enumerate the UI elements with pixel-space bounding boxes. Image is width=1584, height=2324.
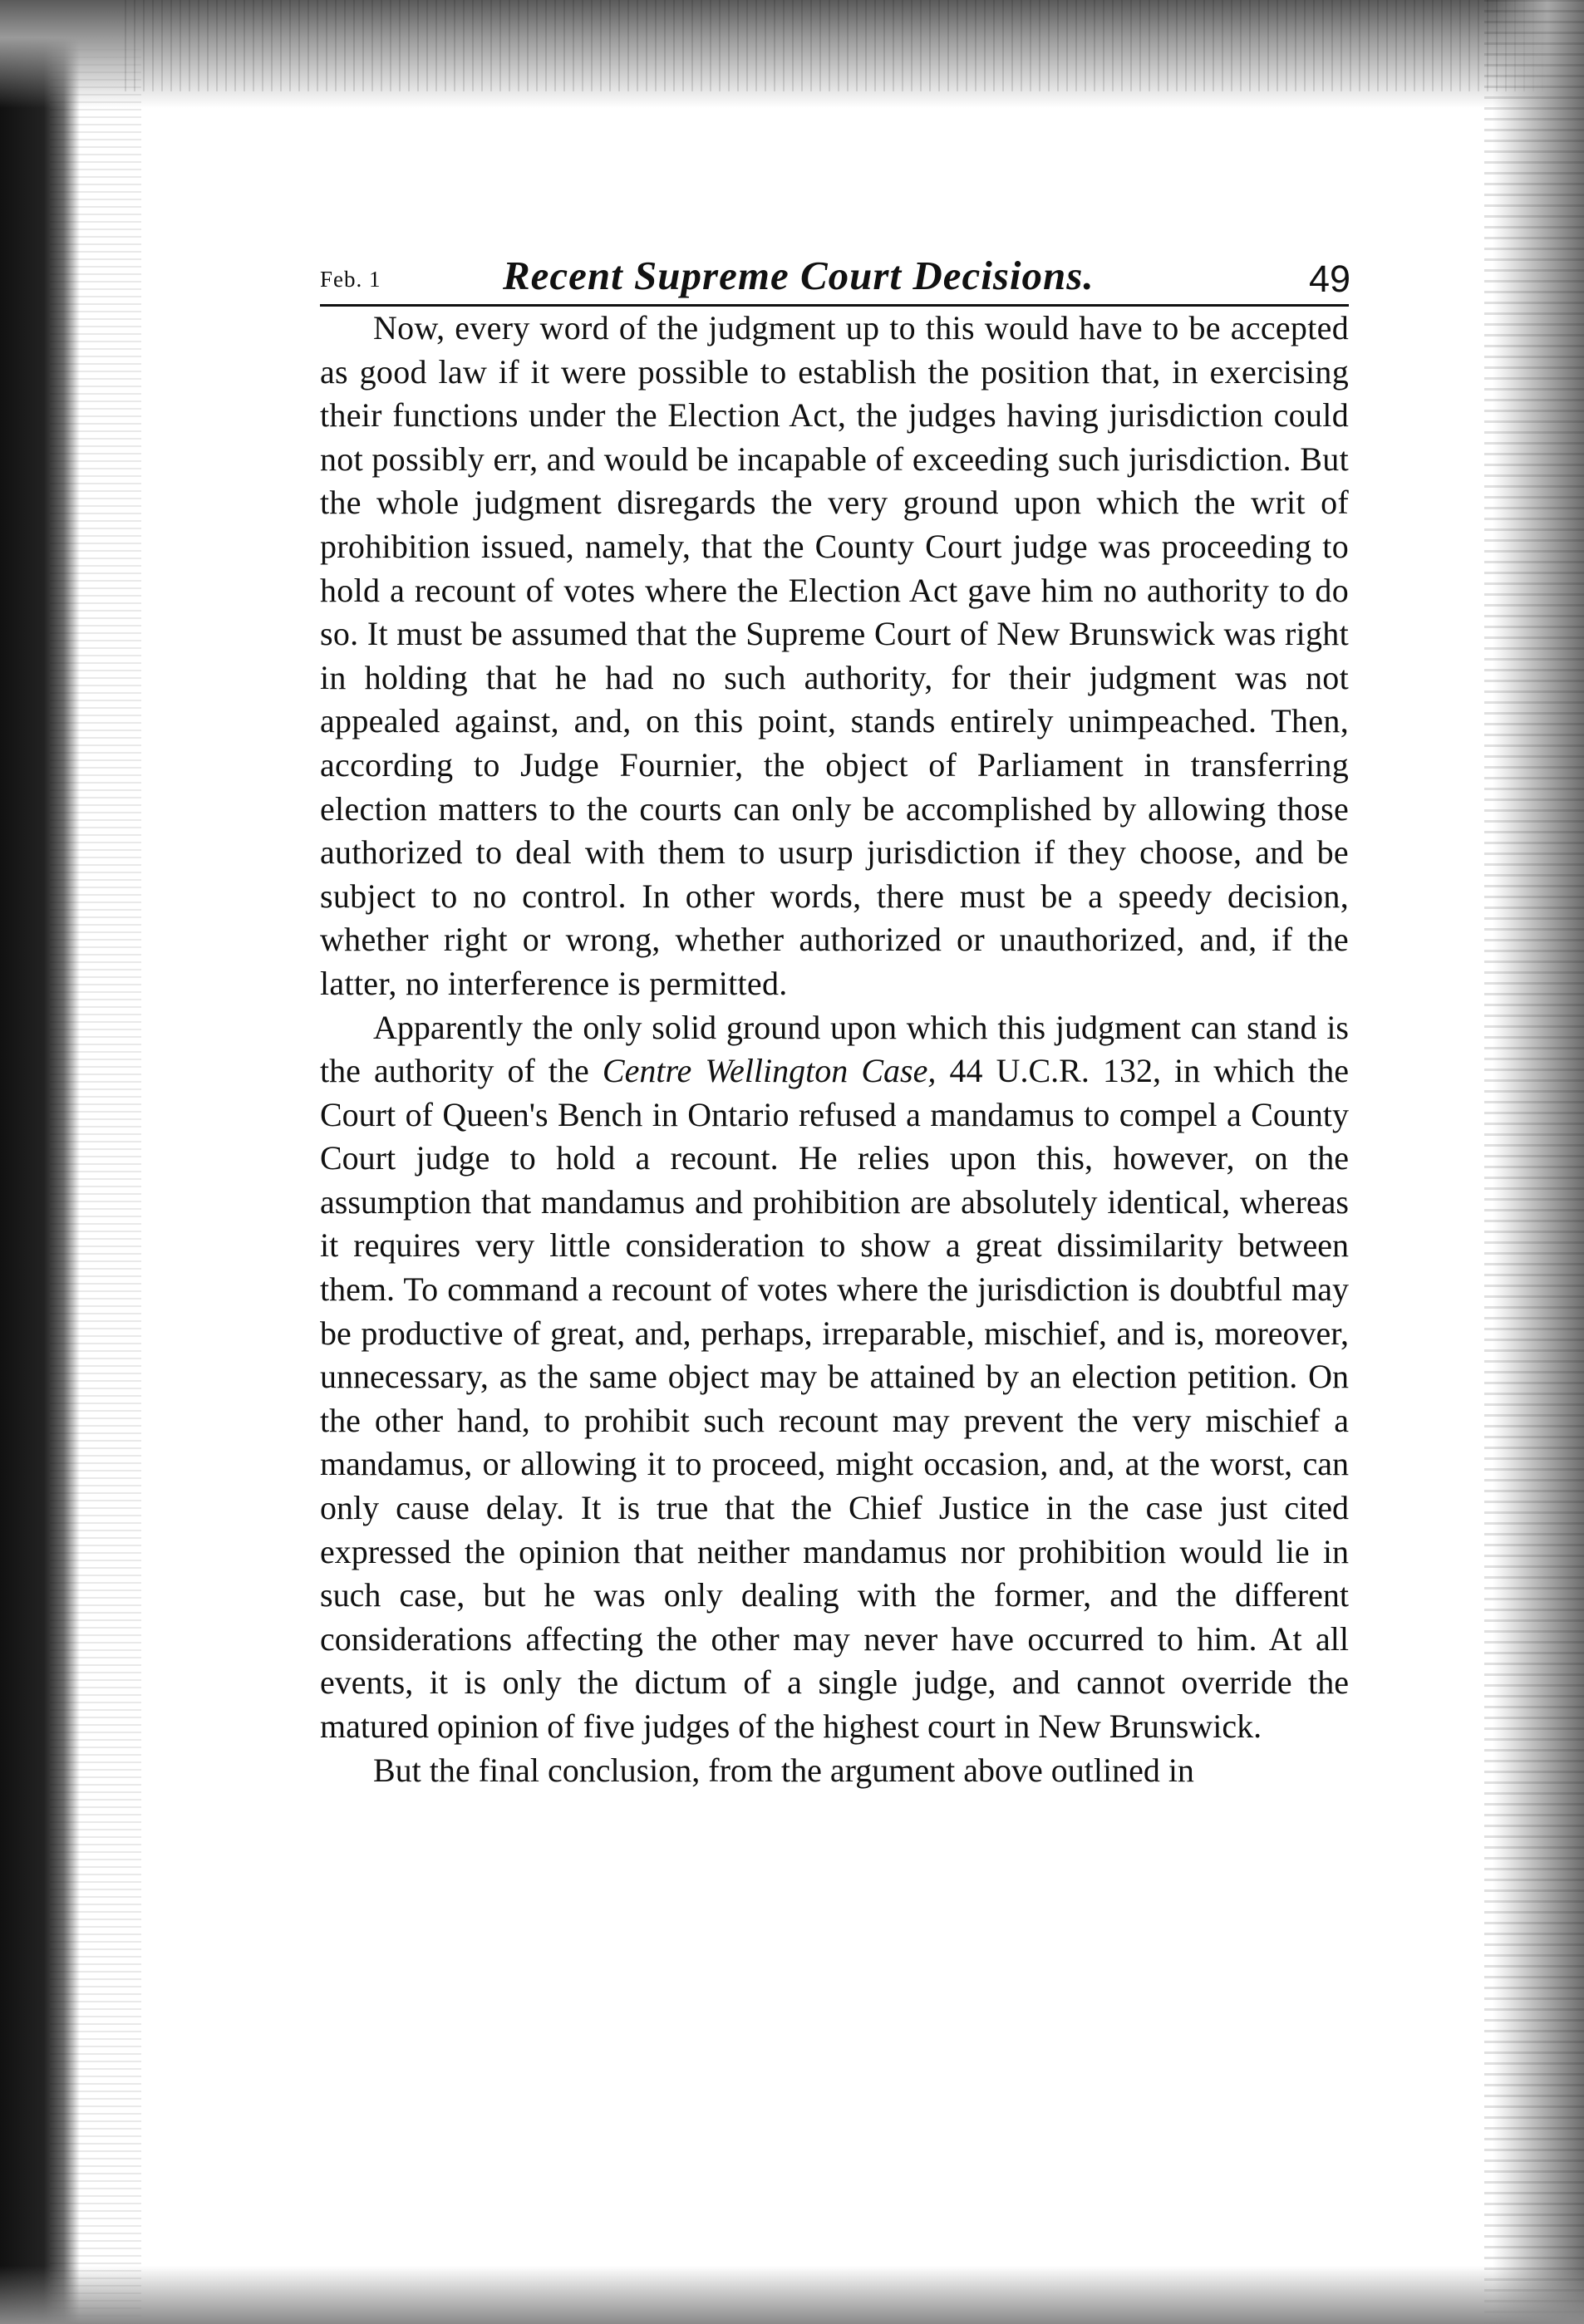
paragraph-text: 44 U.C.R. 132, in which the Court of Queen's Bench in Ontario refused a mandamus to compel a County Court judge to hold a recount. He relies upon this, however, on the assumption that mandamus and prohibition are absolutely identical, whereas it requires very little consideration to show a great dissimilarity between them. To command a recount of votes where the jurisdiction is doubtful may be productive of great, and, perhaps, irreparable, mischief, and is, moreover, unnecessary, as the same object may be attained by an election petition. On the other hand, to prohibit such recount may prevent the very mischief a mandamus, or allowing it to proceed, might occasion, and, at the worst, can only cause delay. It is true that the Chief Justice in the case just cited expressed the opinion that neither mandamus nor prohibition would lie in such case, but he was only dealing with the former, and the different considerations affecting the other may never have occurred to him. At all events, it is only the dictum of a single judge, and cannot override the matured opinion of five judges of the highest court in New Brunswick. (320, 1052, 1350, 1745)
body-text (320, 307, 1349, 1792)
paragraph: Now, every word of the judgment up to this would have to be accepted as good law if it were possible to establish the position that, in exercising their functions under the Election Act, the judges having jurisdiction could not possibly err, and would be incapable of exceeding such jurisdiction. But the whole judgment disregards the very ground upon which the writ of prohibition issued, namely, that the County Court judge was proceeding to hold a recount of votes where the Election Act gave him no authority to do so. It must be assumed that the Supreme Court of New Brunswick was right in holding that he had no such authority, for their judgment was not appealed against, and, on this point, stands entirely unimpeached. Then, according to Judge Fournier, the object of Parliament in transferring election matters to the courts can only be accomplished by allowing those authorized to deal with them to usurp jurisdiction if they choose, and be subject to no control. In other words, there must be a speedy decision, whether right or wrong, whether authorized or unauthorized, and, if the latter, no interference is permitted. (320, 309, 1349, 1002)
scan-speckle-top (125, 0, 1584, 91)
running-head (320, 231, 1350, 306)
paragraph (320, 1006, 1349, 1749)
scan-speckle-left (50, 0, 141, 2324)
scan-edge-bottom (0, 2266, 1584, 2324)
case-citation: Centre Wellington Case, (602, 1052, 937, 1090)
running-head-date: Feb. 1 (320, 267, 381, 292)
paragraph: But the final conclusion, from the argument above outlined in (373, 1751, 1194, 1789)
paragraph-text: Apparently the only solid ground upon which this judgment can stand is the authority of the (320, 1008, 1349, 1090)
page-number: 49 (1308, 258, 1350, 300)
running-head-title: Recent Supreme Court Decisions. (503, 253, 1095, 298)
scan-speckle-right (1484, 0, 1584, 2324)
